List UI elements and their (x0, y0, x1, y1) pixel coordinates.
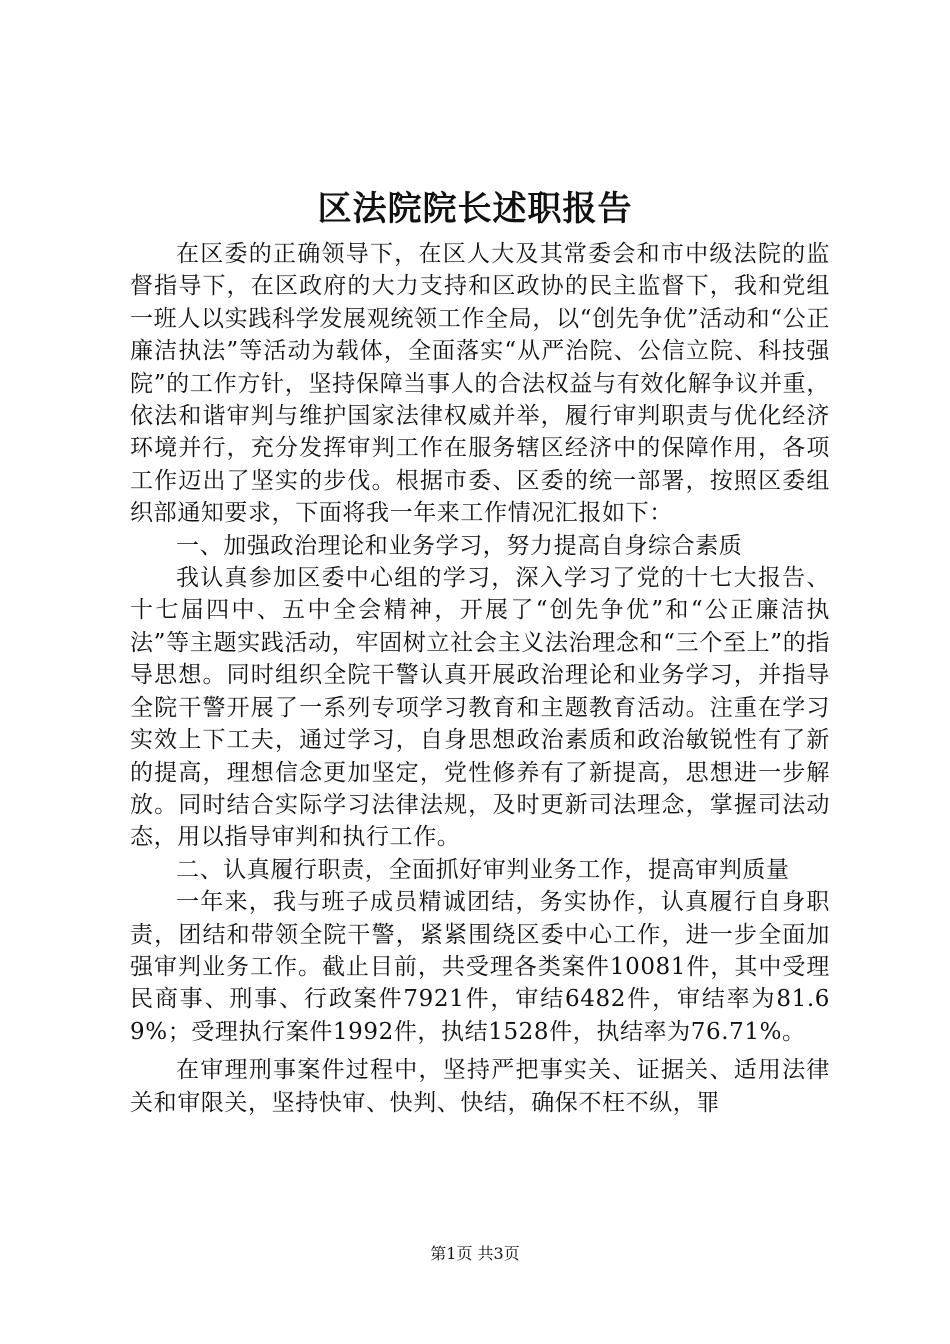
section-heading-1: 一、加强政治理论和业务学习，努力提高自身综合素质 (176, 532, 743, 559)
paragraph-statistics: 一年来，我与班子成员精诚团结，务实协作，认真履行自身职责，团结和带领全院干警，紧紧围绕区委中心工作，进一步全面加强审判业务工作。截止目前，共受理各类案件10081件，其中受理民商事、刑事、行政案件7921件，审结6482件，审结率为81.69%；受理执行案件1992件，执结1528件，执结率为76.71%。 (130, 889, 830, 1045)
section-heading-2: 二、认真履行职责，全面抓好审判业务工作，提高审判质量 (176, 856, 790, 883)
document-title: 区法院院长述职报告 (317, 189, 633, 229)
document-body (130, 238, 830, 1119)
paragraph-intro: 在区委的正确领导下，在区人大及其常委会和市中级法院的监督指导下，在区政府的大力支持和区政协的民主监督下，我和党组一班人以实践科学发展观统领工作全局，以“创先争优”活动和“公正廉洁执法”等活动为载体，全面落实“从严治院、公信立院、科技强院”的工作方针，坚持保障当事人的合法权益与有效化解争议并重，依法和谐审判与维护国家法律权威并举，履行审判职责与优化经济环境并行，充分发挥审判工作在服务辖区经济中的保障作用，各项工作迈出了坚实的步伐。根据市委、区委的统一部署，按照区委组织部通知要求，下面将我一年来工作情况汇报如下： (130, 241, 830, 527)
paragraph-study: 我认真参加区委中心组的学习，深入学习了党的十七大报告、十七届四中、五中全会精神，开展了“创先争优”和“公正廉洁执法”等主题实践活动，牢固树立社会主义法治理念和“三个至上”的指导思想。同时组织全院干警认真开展政治理论和业务学习，并指导全院干警开展了一系列专项学习教育和主题教育活动。注重在学习实效上下工夫，通过学习，自身思想政治素质和政治敏锐性有了新的提高，理想信念更加坚定，党性修养有了新提高，思想进一步解放。同时结合实际学习法律法规，及时更新司法理念，掌握司法动态，用以指导审判和执行工作。 (130, 565, 830, 851)
paragraph-criminal-cases: 在审理刑事案件过程中，坚持严把事实关、证据关、适用法律关和审限关，坚持快审、快判、快结，确保不枉不纵，罪 (130, 1057, 830, 1116)
page-footer: 第1页 共3页 (430, 1244, 520, 1263)
